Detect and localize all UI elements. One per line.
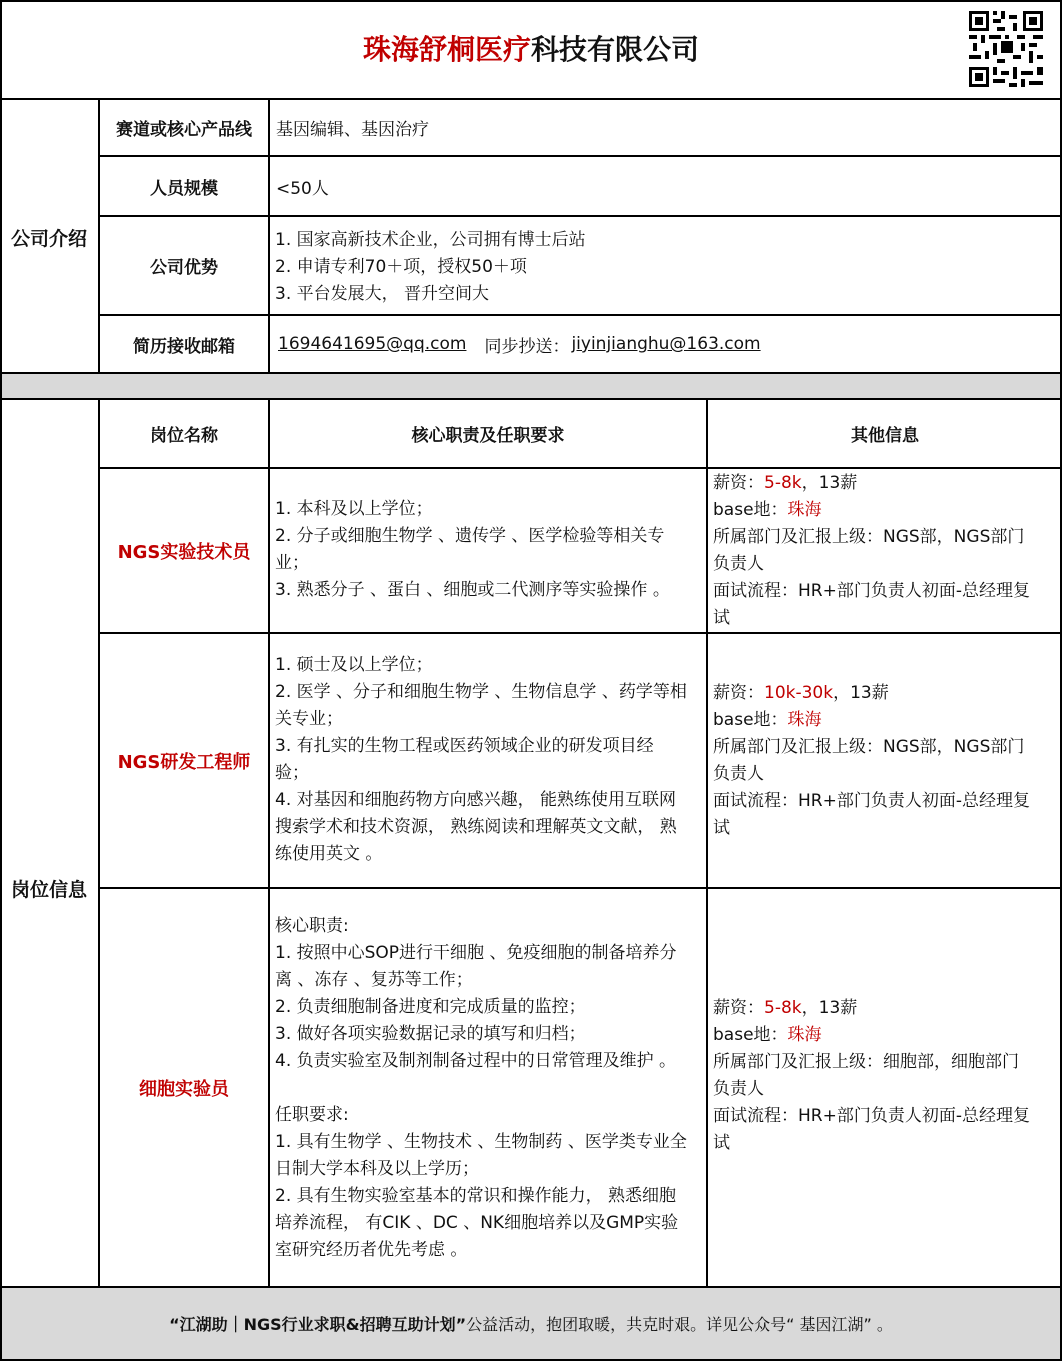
dept-line: 所属部门及汇报上级：细胞部，细胞部门 bbox=[713, 1052, 1019, 1072]
duty-line: 业； bbox=[275, 553, 309, 573]
dept-line: 所属部门及汇报上级：NGS部，NGS部门 bbox=[713, 737, 1025, 757]
job-other-info bbox=[713, 995, 1030, 1157]
salary-line bbox=[713, 995, 1030, 1022]
column-header-other-info: 其他信息 bbox=[851, 426, 919, 446]
jobs-right-divider bbox=[706, 398, 708, 1288]
company-section-label: 公司介绍 bbox=[10, 227, 87, 250]
base-value: 珠海 bbox=[787, 1025, 822, 1045]
job-duties bbox=[275, 496, 670, 604]
duty-line: 搜索学术和技术资源， 熟练阅读和理解英文文献， 熟 bbox=[275, 817, 677, 837]
job-other-info bbox=[713, 680, 1030, 842]
duty-line: 2. 负责细胞制备进度和完成质量的监控； bbox=[275, 997, 586, 1017]
jobs-mid-divider bbox=[268, 398, 270, 1288]
job-title: NGS实验技术员 bbox=[117, 541, 251, 563]
base-line bbox=[713, 497, 1030, 524]
salary-value: 5-8k bbox=[764, 473, 802, 493]
dept-line: 负责人 bbox=[713, 554, 764, 574]
dept-line: 所属部门及汇报上级：NGS部，NGS部门 bbox=[713, 527, 1025, 547]
base-value: 珠海 bbox=[787, 710, 822, 730]
email-label: 简历接收邮箱 bbox=[133, 336, 235, 357]
duty-line: 1. 硕士及以上学位； bbox=[275, 655, 433, 675]
duty-line: 核心职责: bbox=[275, 916, 349, 936]
duty-line: 培养流程， 有CIK 、DC 、NK细胞培养以及GMP实验 bbox=[275, 1213, 679, 1233]
salary-line bbox=[713, 680, 1030, 707]
qr-code-icon bbox=[966, 8, 1046, 90]
advantages-list bbox=[275, 227, 586, 308]
duty-line: 1. 具有生物学 、生物技术 、生物制药 、医学类专业全 bbox=[275, 1132, 687, 1152]
duty-line: 离 、冻存 、复苏等工作； bbox=[275, 970, 473, 990]
base-value: 珠海 bbox=[787, 500, 822, 520]
footer-description: 公益活动，抱团取暖，共克时艰。详见公众号“ 基因江湖” 。 bbox=[466, 1315, 893, 1334]
interview-line: 面试流程：HR+部门负责人初面-总经理复 bbox=[713, 791, 1030, 811]
interview-line: 试 bbox=[713, 1133, 730, 1153]
job-duties bbox=[275, 913, 687, 1264]
track-value: 基因编辑、基因治疗 bbox=[276, 120, 429, 140]
duty-line: 任职要求: bbox=[275, 1105, 349, 1125]
job-title: 细胞实验员 bbox=[139, 1078, 229, 1100]
staff-size-value: <50人 bbox=[276, 178, 329, 199]
email-row bbox=[270, 316, 1060, 372]
track-label: 赛道或核心产品线 bbox=[116, 120, 252, 140]
email-cc-link[interactable]: jiyinjianghu@163.com bbox=[571, 334, 761, 354]
job-duties bbox=[275, 652, 687, 868]
salary-label: 薪资： bbox=[713, 473, 764, 493]
advantages-label: 公司优势 bbox=[150, 258, 218, 278]
duty-line: 3. 有扎实的生物工程或医药领域企业的研发项目经 bbox=[275, 736, 654, 756]
salary-label: 薪资： bbox=[713, 998, 764, 1018]
title-company-black: 科技有限公司 bbox=[531, 33, 700, 66]
salary-suffix: ，13薪 bbox=[833, 683, 889, 703]
duty-line: 3. 做好各项实验数据记录的填写和归档； bbox=[275, 1024, 586, 1044]
base-line bbox=[713, 1022, 1030, 1049]
interview-line: 面试流程：HR+部门负责人初面-总经理复 bbox=[713, 581, 1030, 601]
duty-line: 2. 医学 、分子和细胞生物学 、生物信息学 、药学等相 bbox=[275, 682, 687, 702]
salary-line bbox=[713, 470, 1030, 497]
salary-suffix: ，13薪 bbox=[801, 473, 858, 493]
dept-line: 负责人 bbox=[713, 764, 764, 784]
duty-spacer bbox=[275, 1075, 687, 1102]
salary-value: 10k-30k bbox=[764, 683, 834, 703]
duty-line: 日制大学本科及以上学历； bbox=[275, 1159, 479, 1179]
salary-suffix: ，13薪 bbox=[801, 998, 858, 1018]
base-label: base地： bbox=[713, 710, 788, 730]
column-header-position: 岗位名称 bbox=[150, 426, 218, 446]
footer-program-name: “江湖助｜NGS行业求职&招聘互助计划” bbox=[169, 1315, 467, 1334]
duty-line: 1. 本科及以上学位； bbox=[275, 499, 433, 519]
duty-line: 关专业； bbox=[275, 709, 343, 729]
column-header-duties: 核心职责及任职要求 bbox=[411, 426, 565, 446]
email-primary-link[interactable]: 1694641695@qq.com bbox=[278, 334, 467, 354]
advantage-item: 3. 平台发展大， 晋升空间大 bbox=[275, 284, 490, 304]
base-label: base地： bbox=[713, 1025, 788, 1045]
duty-line: 1. 按照中心SOP进行干细胞 、免疫细胞的制备培养分 bbox=[275, 943, 677, 963]
section-separator bbox=[2, 374, 1060, 398]
salary-value: 5-8k bbox=[764, 998, 802, 1018]
job-other-info bbox=[713, 470, 1030, 632]
interview-line: 试 bbox=[713, 818, 730, 838]
footer-banner bbox=[2, 1288, 1060, 1359]
duty-line: 练使用英文 。 bbox=[275, 844, 383, 864]
duty-line: 2. 分子或细胞生物学 、遗传学 、医学检验等相关专 bbox=[275, 526, 665, 546]
job-title: NGS研发工程师 bbox=[117, 751, 251, 773]
base-label: base地： bbox=[713, 500, 788, 520]
duty-line: 室研究经历者优先考虑 。 bbox=[275, 1240, 468, 1260]
advantage-item: 1. 国家高新技术企业，公司拥有博士后站 bbox=[275, 230, 586, 250]
dept-line: 负责人 bbox=[713, 1079, 764, 1099]
staff-size-label: 人员规模 bbox=[150, 178, 218, 199]
jobs-section-label: 岗位信息 bbox=[10, 878, 87, 901]
duty-line: 4. 对基因和细胞药物方向感兴趣， 能熟练使用互联网 bbox=[275, 790, 677, 810]
salary-label: 薪资： bbox=[713, 683, 764, 703]
advantage-item: 2. 申请专利70＋项，授权50＋项 bbox=[275, 257, 527, 277]
page-title bbox=[0, 20, 1062, 80]
duty-line: 3. 熟悉分子 、蛋白 、细胞或二代测序等实验操作 。 bbox=[275, 580, 670, 600]
duty-line: 4. 负责实验室及制剂制备过程中的日常管理及维护 。 bbox=[275, 1051, 677, 1071]
interview-line: 试 bbox=[713, 608, 730, 628]
title-company-red: 珠海舒桐医疗 bbox=[362, 33, 531, 66]
duty-line: 2. 具有生物实验室基本的常识和操作能力， 熟悉细胞 bbox=[275, 1186, 677, 1206]
duty-line: 验； bbox=[275, 763, 309, 783]
interview-line: 面试流程：HR+部门负责人初面-总经理复 bbox=[713, 1106, 1030, 1126]
base-line bbox=[713, 707, 1030, 734]
email-cc-label: 同步抄送： bbox=[484, 336, 570, 357]
